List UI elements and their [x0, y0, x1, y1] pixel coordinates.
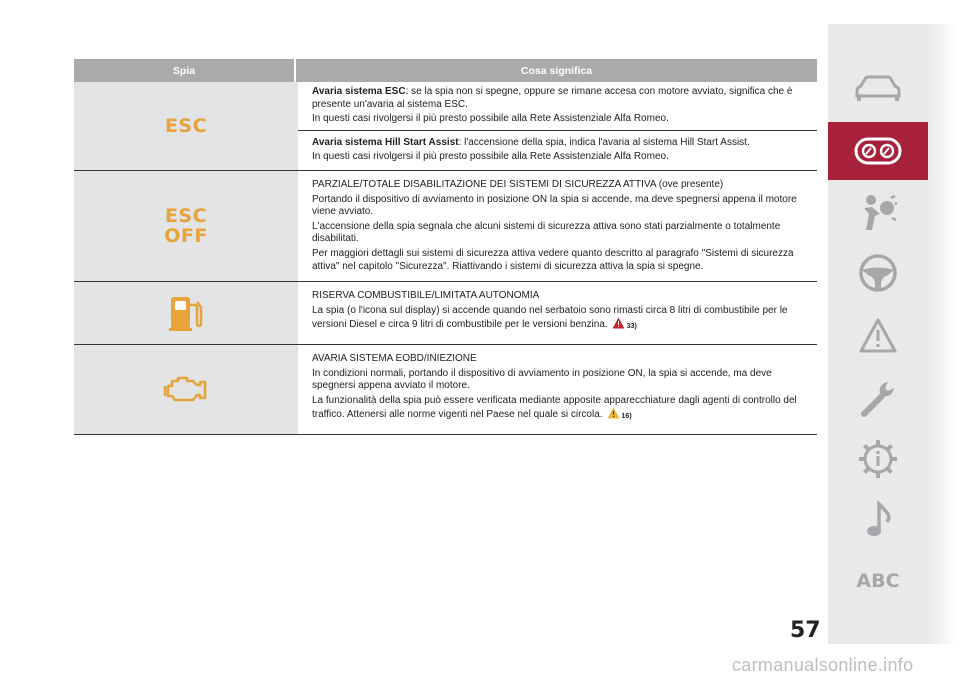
esc-fault-text: : se la spia non si spegne, oppure se rimane accesa con motore avviato, significa che è presente un'avaria al sistema ESC.	[312, 86, 793, 110]
sidebar-item-safety[interactable]	[828, 183, 928, 241]
esc-fault-paragraph	[312, 86, 811, 111]
fuel-pump-icon	[74, 282, 298, 344]
table-row	[74, 82, 817, 171]
row-description	[298, 345, 817, 434]
abc-index-icon: ABC	[856, 570, 900, 592]
esc-fault-advice: In questi casi rivolgersi il più presto possibile alla Rete Assistenziale Alfa Romeo.	[312, 113, 669, 125]
watermark: carmanualsonline.info	[732, 655, 914, 675]
esc-off-line2: OFF	[164, 225, 208, 248]
warning-triangle-yellow-icon	[607, 407, 620, 419]
table-row	[74, 282, 817, 345]
fuel-heading: RISERVA COMBUSTIBILE/LIMITATA AUTONOMIA	[312, 290, 540, 302]
note-ref-33: 33)	[626, 323, 637, 331]
steering-wheel-icon	[858, 253, 898, 293]
hill-start-text: : l'accensione della spia, indica l'avaria al sistema Hill Start Assist.	[458, 136, 750, 148]
esc-off-line1: ESC	[164, 205, 208, 228]
eobd-p2	[312, 395, 811, 424]
dashboard-gauges-icon	[854, 136, 902, 166]
sidebar-shade	[928, 24, 957, 644]
fuel-text: La spia (o l'icona sul display) si accende quando nel serbatoio sono rimasti circa 8 litri di combustibile per le versioni Diesel e circa 9 litri di combustibile per le versioni benzina.	[312, 304, 788, 331]
page-number: 57	[790, 618, 821, 643]
wrench-icon	[858, 378, 898, 418]
table-header	[74, 59, 817, 82]
sidebar-item-driving[interactable]	[828, 244, 928, 302]
sidebar-item-dashboard[interactable]	[828, 122, 928, 180]
info-gear-icon	[857, 438, 899, 480]
esc-label: ESC	[164, 114, 208, 137]
sidebar-item-emergency[interactable]	[828, 307, 928, 365]
table-row	[74, 171, 817, 282]
esc-off-p3: Per maggiori dettagli sui sistemi di sicurezza attiva vedere quanto descritto al paragrafo "Sistemi di sicurezza attiva" nel capitolo "Sicurezza". Riattivando i sistemi di sicurezza attiva la spia si spegne.	[312, 247, 794, 272]
sidebar-item-technical-data[interactable]	[828, 430, 928, 488]
eobd-p1: In condizioni normali, portando il dispositivo di avviamento in posizione ON, la spia si accende, ma deve spegnersi appena avviato il motore.	[312, 367, 772, 392]
engine-check-icon	[74, 345, 298, 434]
sidebar-item-index[interactable]	[828, 552, 928, 610]
row-description	[298, 171, 817, 281]
music-note-icon	[863, 500, 893, 540]
eobd-heading: AVARIA SISTEMA EOBD/INIEZIONE	[312, 352, 477, 364]
header-cosa-significa: Cosa significa	[520, 64, 593, 77]
note-ref-16: 16)	[621, 413, 632, 421]
car-icon	[855, 74, 901, 104]
fuel-paragraph	[312, 305, 811, 334]
hill-start-title: Avaria sistema Hill Start Assist	[312, 136, 459, 148]
esc-warning-icon	[74, 82, 298, 170]
sidebar-item-multimedia[interactable]	[828, 491, 928, 549]
esc-off-heading: PARZIALE/TOTALE DISABILITAZIONE DEI SISTEMI DI SICUREZZA ATTIVA (ove presente)	[312, 178, 724, 190]
esc-off-icon	[74, 171, 298, 281]
sidebar-item-car[interactable]	[828, 60, 928, 118]
esc-fault-title: Avaria sistema ESC	[312, 86, 406, 97]
hill-start-paragraph	[312, 137, 811, 150]
warning-lights-table	[74, 59, 817, 435]
header-spia: Spia	[74, 59, 296, 82]
sidebar-item-maintenance[interactable]	[828, 369, 928, 427]
hill-start-block	[298, 130, 817, 164]
warning-triangle-icon	[858, 317, 898, 355]
row-description	[298, 82, 817, 170]
row-description	[298, 282, 817, 344]
airbag-person-icon	[858, 192, 898, 232]
esc-off-p2: L'accensione della spia segnala che alcuni sistemi di sicurezza attiva sono stati parzialmente o totalmente disabilitati.	[312, 220, 781, 245]
hill-start-advice: In questi casi rivolgersi il più presto possibile alla Rete Assistenziale Alfa Romeo.	[312, 151, 669, 163]
esc-off-p1: Portando il dispositivo di avviamento in posizione ON la spia si accende, ma deve spegnersi appena il motore viene avviato.	[312, 193, 797, 218]
table-row	[74, 345, 817, 435]
warning-triangle-red-icon	[612, 317, 625, 329]
eobd-p2-text: La funzionalità della spia può essere verificata mediante apposite apparecchiature dagli agenti di controllo del traffico. Attenersi alle norme vigenti nel Paese nel quale si circola.	[312, 394, 797, 421]
